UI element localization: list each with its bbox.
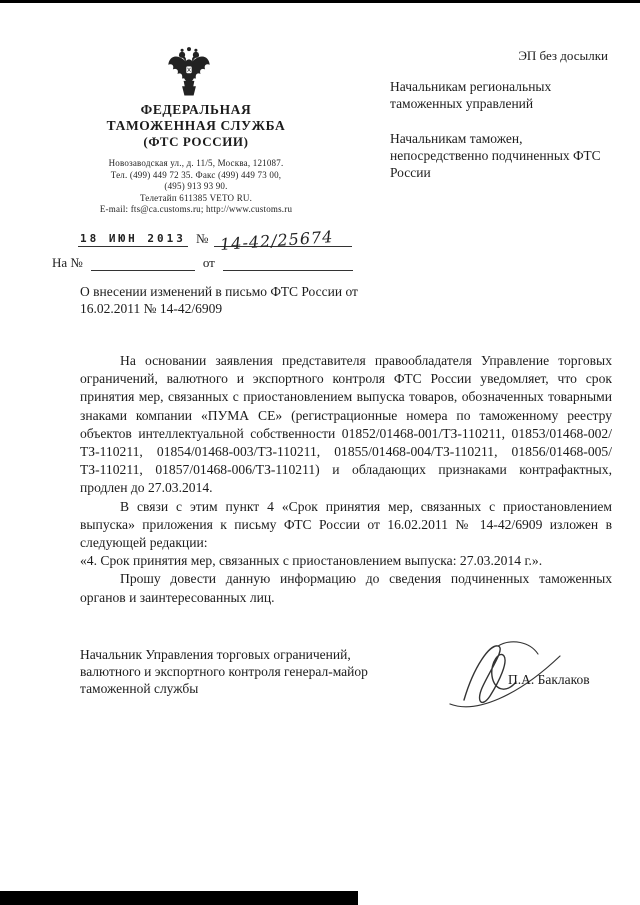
letterhead-org-name [0, 102, 392, 150]
date-stamp: 18 ИЮН 2013 [80, 232, 186, 245]
subject-line: О внесении изменений в письмо ФТС России от 16.02.2011 № 14-42/6909 [80, 284, 358, 316]
signer-name: П.А. Баклаков [508, 672, 590, 687]
letterhead-contacts [0, 158, 392, 216]
number-blank [214, 224, 352, 254]
body-paragraph-3: «4. Срок принятия мер, связанных с приостановлением выпуска: 27.03.2014 г.». [80, 553, 543, 569]
ot-blank [223, 254, 353, 271]
signer-title: Начальник Управления торговых ограничений, валютного и экспортного контроля генерал-майор таможенной службы [80, 647, 368, 696]
addressee-block-1: Начальникам региональных таможенных управлений [390, 79, 552, 111]
addressee-block-2: Начальникам таможен, непосредственно подчиненных ФТС России [390, 131, 601, 180]
address-line: (495) 913 93 90. [164, 181, 228, 191]
body-paragraph-2: В связи с этим пункт 4 «Срок принятия мер, связанных с приостановлением выпуска» приложения к письму ФТС России от 16.02.2011 № 14-42/6909 изложен в следующей редакции: [80, 498, 612, 551]
handwritten-number: 14-42/25674 [219, 227, 335, 254]
address-line: Тел. (499) 449 72 35. Факс (499) 449 73 00, [110, 169, 282, 180]
delivery-note: ЭП без досылки [518, 48, 608, 63]
reference-row [78, 224, 358, 254]
date-blank [78, 224, 188, 247]
letter-body [80, 352, 612, 607]
na-label: На № [52, 255, 83, 270]
org-line-1: ФЕДЕРАЛЬНАЯ [140, 102, 252, 117]
number-sign: № [196, 231, 209, 246]
coat-of-arms-icon [166, 46, 212, 107]
org-line-3: (ФТС РОССИИ) [143, 134, 249, 149]
address-line: E-mail: fts@ca.customs.ru; http://www.customs.ru [99, 204, 293, 214]
bottom-scan-bar [0, 891, 358, 905]
ot-label: от [202, 255, 215, 270]
top-scan-rule [0, 0, 640, 3]
na-blank [91, 254, 195, 271]
incoming-reference-row [52, 254, 372, 274]
address-line: Новозаводская ул., д. 11/5, Москва, 121087. [108, 158, 284, 168]
org-line-2: ТАМОЖЕННАЯ СЛУЖБА [106, 118, 286, 133]
address-line: Телетайп 611385 VETO RU. [139, 192, 253, 203]
addressees [390, 78, 620, 181]
body-paragraph-4: Прошу довести данную информацию до сведения подчиненных таможенных органов и заинтересованных лиц. [80, 571, 612, 605]
body-paragraph-1: На основании заявления представителя правообладателя Управление торговых ограничений, валютного и экспортного контроля ФТС России уведомляет, что срок принятия мер, связанных с приостановлением выпуска товаров, обозначенных товарными знаками компании «ПУМА СЕ» (регистрационные номера по таможенному реестру объектов интеллектуальной собственности 01852/01468-001/ТЗ-110211, 01853/01468-002/ТЗ-110211, 01854/01468-003/ТЗ-110211, 01855/01468-004/ТЗ-110211, 01856/01468-005/ТЗ-110211, 01857/01468-006/ТЗ-110211) и обладающих признаками контрафактных, продлен до 27.03.2014. [80, 353, 612, 496]
